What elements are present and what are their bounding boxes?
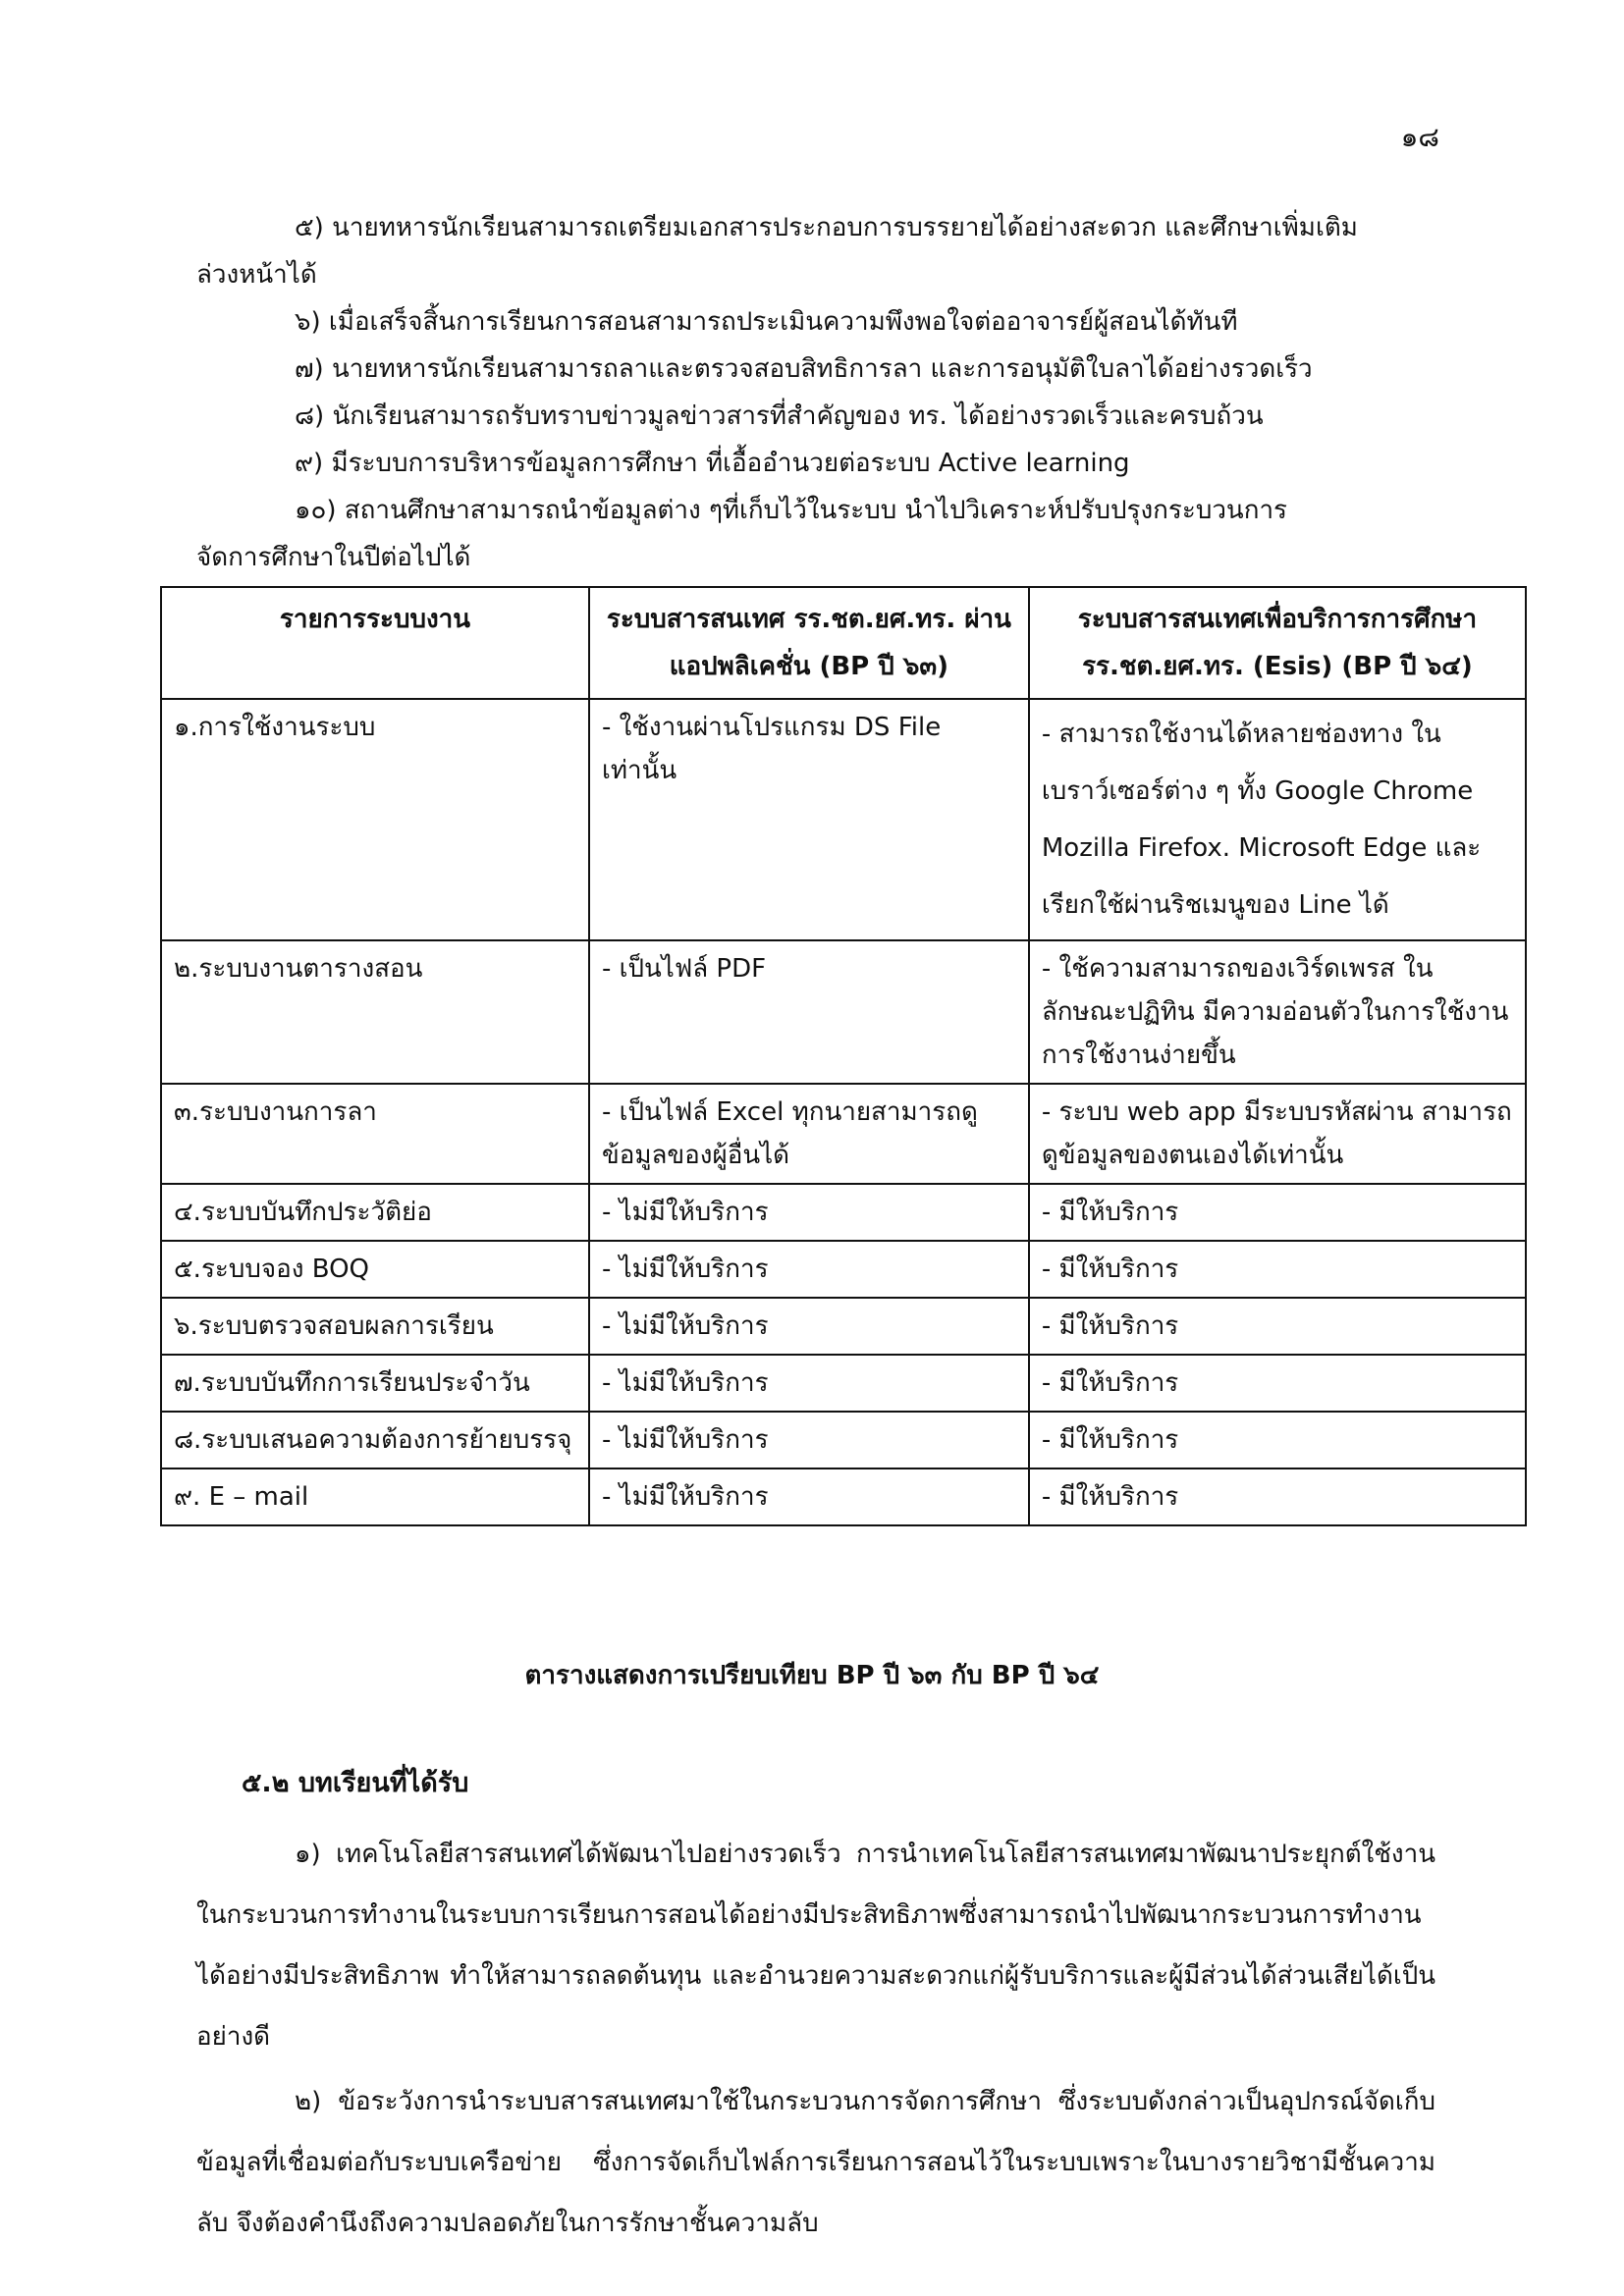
table-cell-system: ๑.การใช้งานระบบ: [161, 699, 589, 940]
table-cell-bp64: - มีให้บริการ: [1029, 1468, 1526, 1525]
table-cell-bp63: - ไม่มีให้บริการ: [589, 1412, 1029, 1468]
lesson-paragraph-2: ๒) ข้อระวังการนำระบบสารสนเทศมาใช้ในกระบวนการจัดการศึกษา ซึ่งระบบดังกล่าวเป็นอุปกรณ์จัดเก็บข้อมูลที่เชื่อมต่อกับระบบเครือข่าย ซึ่งการจัดเก็บไฟล์การเรียนการสอนไว้ในระบบเพราะในบางรายวิชามีชั้นความลับ จึงต้องคำนึงถึงความปลอดภัยในการรักษาชั้นความลับ: [196, 2087, 1435, 2238]
table-cell-bp63: - ไม่มีให้บริการ: [589, 1241, 1029, 1298]
table-cell-system: ๔.ระบบบันทึกประวัติย่อ: [161, 1184, 589, 1241]
table-row: [161, 1468, 1526, 1525]
table-cell-system: ๘.ระบบเสนอความต้องการย้ายบรรจุ: [161, 1412, 589, 1468]
table-row: [161, 940, 1526, 1084]
intro-item-6: ๖) เมื่อเสร็จสิ้นการเรียนการสอนสามารถประเมินความพึงพอใจต่ออาจารย์ผู้สอนได้ทันที: [295, 307, 1238, 337]
table-cell-bp64: - มีให้บริการ: [1029, 1298, 1526, 1355]
table-row: [161, 1298, 1526, 1355]
intro-item-5: ๕) นายทหารนักเรียนสามารถเตรียมเอกสารประกอบการบรรยายได้อย่างสะดวก และศึกษาเพิ่มเติม: [295, 213, 1358, 242]
table-cell-bp64: - ใช้ความสามารถของเวิร์ดเพรส ในลักษณะปฏิทิน มีความอ่อนตัวในการใช้งาน การใช้งานง่ายขึ้น: [1029, 940, 1526, 1084]
table-row: [161, 1355, 1526, 1412]
page-number: ๑๘: [1400, 121, 1439, 153]
comparison-table: [160, 586, 1527, 1526]
table-cell-bp64: - มีให้บริการ: [1029, 1184, 1526, 1241]
table-cell-bp63: - ไม่มีให้บริการ: [589, 1298, 1029, 1355]
table-cell-bp64: - ระบบ web app มีระบบรหัสผ่าน สามารถดูข้อมูลของตนเองได้เท่านั้น: [1029, 1084, 1526, 1184]
table-header-row: [161, 587, 1526, 699]
table-row: [161, 1184, 1526, 1241]
table-row: [161, 1412, 1526, 1468]
section-heading: ๕.๒ บทเรียนที่ได้รับ: [242, 1768, 469, 1798]
table-cell-bp63: - เป็นไฟล์ PDF: [589, 940, 1029, 1084]
table-header-cell: รายการระบบงาน: [161, 587, 589, 699]
table-cell-system: ๗.ระบบบันทึกการเรียนประจำวัน: [161, 1355, 589, 1412]
table-cell-bp63: - ไม่มีให้บริการ: [589, 1184, 1029, 1241]
table-cell-bp63: - ไม่มีให้บริการ: [589, 1355, 1029, 1412]
table-header-cell: ระบบสารสนเทศเพื่อบริการการศึกษา รร.ชต.ยศ.ทร. (Esis) (BP ปี ๖๔): [1029, 587, 1526, 699]
table-cell-system: ๓.ระบบงานการลา: [161, 1084, 589, 1184]
intro-item-7: ๗) นายทหารนักเรียนสามารถลาและตรวจสอบสิทธิการลา และการอนุมัติใบลาได้อย่างรวดเร็ว: [295, 354, 1313, 384]
intro-item-8: ๘) นักเรียนสามารถรับทราบข่าวมูลข่าวสารที่สำคัญของ ทร. ได้อย่างรวดเร็วและครบถ้วน: [295, 401, 1264, 431]
table-header-cell: ระบบสารสนเทศ รร.ชต.ยศ.ทร. ผ่านแอปพลิเคชั่น (BP ปี ๖๓): [589, 587, 1029, 699]
table-cell-system: ๖.ระบบตรวจสอบผลการเรียน: [161, 1298, 589, 1355]
table-cell-bp63: - เป็นไฟล์ Excel ทุกนายสามารถดูข้อมูลของผู้อื่นได้: [589, 1084, 1029, 1184]
table-row: [161, 1241, 1526, 1298]
intro-item-10: ๑๐) สถานศึกษาสามารถนำข้อมูลต่าง ๆที่เก็บไว้ในระบบ นำไปวิเคราะห์ปรับปรุงกระบวนการ: [295, 496, 1288, 525]
table-cell-bp64: - มีให้บริการ: [1029, 1355, 1526, 1412]
table-cell-system: ๙. E – mail: [161, 1468, 589, 1525]
intro-item-9: ๙) มีระบบการบริหารข้อมูลการศึกษา ที่เอื้ออำนวยต่อระบบ Active learning: [295, 449, 1130, 478]
table-cell-system: ๕.ระบบจอง BOQ: [161, 1241, 589, 1298]
table-caption: ตารางแสดงการเปรียบเทียบ BP ปี ๖๓ กับ BP ปี ๖๔: [524, 1661, 1100, 1690]
intro-item-5-cont: ล่วงหน้าได้: [196, 260, 317, 290]
table-cell-system: ๒.ระบบงานตารางสอน: [161, 940, 589, 1084]
table-cell-bp63: - ใช้งานผ่านโปรแกรม DS File เท่านั้น: [589, 699, 1029, 940]
table-cell-bp64: - มีให้บริการ: [1029, 1241, 1526, 1298]
intro-item-10-cont: จัดการศึกษาในปีต่อไปได้: [196, 543, 471, 572]
table-row: [161, 699, 1526, 940]
table-cell-bp63: - ไม่มีให้บริการ: [589, 1468, 1029, 1525]
table-row: [161, 1084, 1526, 1184]
lesson-paragraph-1: ๑) เทคโนโลยีสารสนเทศได้พัฒนาไปอย่างรวดเร็ว การนำเทคโนโลยีสารสนเทศมาพัฒนาประยุกต์ใช้งานในกระบวนการทำงานในระบบการเรียนการสอนได้อย่างมีประสิทธิภาพซึ่งสามารถนำไปพัฒนากระบวนการทำงานได้อย่างมีประสิทธิภาพ ทำให้สามารถลดต้นทุน และอำนวยความสะดวกแก่ผู้รับบริการและผู้มีส่วนได้ส่วนเสียได้เป็นอย่างดี: [196, 1840, 1435, 2052]
table-cell-bp64: - มีให้บริการ: [1029, 1412, 1526, 1468]
table-cell-bp64: - สามารถใช้งานได้หลายช่องทาง ในเบราว์เซอร์ต่าง ๆ ทั้ง Google Chrome Mozilla Firefox. Microsoft Edge และเรียกใช้ผ่านริชเมนูของ Line ได้: [1029, 699, 1526, 940]
